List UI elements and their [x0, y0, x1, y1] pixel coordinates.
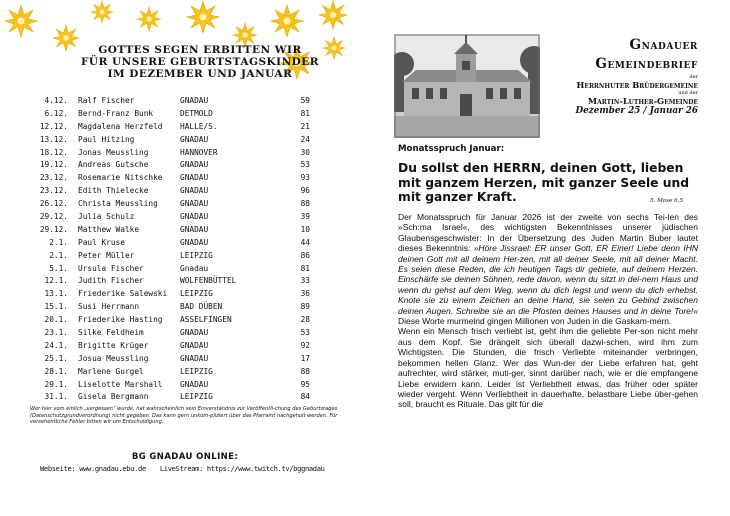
- birthday-date: 23.12.: [39, 186, 68, 196]
- table-row: [36, 158, 310, 171]
- birthday-date: 29.12.: [39, 224, 68, 234]
- birthday-place: GNADAU: [180, 379, 209, 389]
- star-icon: [322, 36, 346, 60]
- birthday-date: 2.1.: [49, 237, 68, 247]
- birthday-age: 59: [300, 95, 310, 105]
- masthead-line4: Martin-Luther-Gemeinde: [587, 96, 698, 106]
- star-icon: [318, 0, 348, 30]
- birthday-place: LEIPZIG: [180, 366, 213, 376]
- birthday-age: 53: [300, 327, 310, 337]
- masthead: Gnadauer Gemeindebrief der Herrnhuter Brüdergemeine und der Martin-Luther-Gemeinde Dezember 25 / Januar 26: [548, 36, 698, 117]
- birthday-date: 24.1.: [44, 340, 68, 350]
- birthday-age: 88: [300, 199, 310, 209]
- birthday-place: ASSELFINGEN: [180, 315, 232, 325]
- table-row: [36, 133, 310, 146]
- birthday-name: Paul Kruse: [78, 237, 125, 247]
- birthday-place: Gnadau: [180, 263, 209, 273]
- verse-reference: 5. Mose 6,5: [650, 198, 684, 204]
- birthday-name: Silke Feldheim: [78, 327, 144, 337]
- birthday-name: Peter Müller: [78, 250, 135, 260]
- table-row: [36, 146, 310, 159]
- star-icon: [186, 0, 220, 34]
- masthead-line2: Gemeindebrief: [595, 56, 698, 72]
- birthday-age: 53: [300, 160, 310, 170]
- birthday-name: Friederike Salewski: [78, 289, 168, 299]
- birthday-age: 24: [300, 134, 310, 144]
- birthday-date: 4.12.: [44, 95, 68, 105]
- birthday-age: 17: [300, 353, 310, 363]
- birthday-table: [36, 94, 310, 403]
- church-photo: [394, 34, 540, 138]
- table-row: [36, 94, 310, 107]
- birthday-name: Gisela Bergmann: [78, 392, 149, 402]
- table-row: [36, 249, 310, 262]
- birthday-age: 28: [300, 315, 310, 325]
- birthday-place: LEIPZIG: [180, 289, 213, 299]
- table-row: [36, 287, 310, 300]
- birthday-name: Andreas Gutsche: [78, 160, 149, 170]
- birthday-title: GOTTES SEGEN ERBITTEN WIR FÜR UNSERE GEBURTSTAGSKINDER IM DEZEMBER UND JANUAR: [80, 44, 320, 80]
- birthday-date: 25.1.: [44, 353, 68, 363]
- birthday-name: Paul Hitzing: [78, 134, 135, 144]
- birthday-date: 12.12.: [39, 121, 68, 131]
- table-row: [36, 365, 310, 378]
- birthday-name: Liselotte Marshall: [78, 379, 163, 389]
- table-row: [36, 352, 310, 365]
- birthday-name: Christa Meussling: [78, 199, 158, 209]
- paragraph-1: Der Monatsspruch für Januar 2026 ist der zweite von sechs Tei-len des »Sch:ma Israel«, des wichtigsten Bekenntnisses unserer jüdischen Glaubensgeschwister: In der Übersetzung des Juden Martin Buber lautet dieses Bekenntnis: »Höre Jissrael: ER unser Gott, ER Einer! Liebe denn IHN deinen Gott mit all deinem Her-zen, mit all deiner Seele, mit all deiner Macht. Es seien diese Reden, die ich heutigen Tags dir gebiete, auf deinem Herzen. Einschärfe sie deinen Söhnen, rede davon, wenn du sitzt in dei-nem Haus und wenn du gehst auf dem Weg, wenn du dich legst und wenn du dich erhebst. Knote sie zu einem Zeichen an deine Hand, sie seien zu Gebind zwischen deinen Augen. Schreibe sie an die Pfosten deines Hauses und in deine Tore!« Diese Worte murmelnd gingen Millionen von Juden in die Gaskam-mern.: [398, 212, 698, 327]
- birthday-date: 18.12.: [39, 147, 68, 157]
- birthday-date: 29.12.: [39, 211, 68, 221]
- table-row: [36, 313, 310, 326]
- online-links: [40, 464, 340, 473]
- birthday-name: Marlene Gurgel: [78, 366, 144, 376]
- table-row: [36, 197, 310, 210]
- birthday-place: GNADAU: [180, 160, 209, 170]
- birthday-place: GNADAU: [180, 237, 209, 247]
- birthday-name: Magdalena Herzfeld: [78, 121, 163, 131]
- privacy-note: Wer hier vom einlich „vergessen“ wurde, hat wahrscheinlich sein Einverständnis zur Veröffentli-chung des Geburtstages (Datenschutzgrundverordnung) nicht gegeben. Das kann gern unkom-pliziert über das Pfarramt nachgeholt werden. Für versehentliche Fehler bitten wir um Entschuldigung.: [30, 406, 338, 426]
- table-row: [36, 236, 310, 249]
- birthday-place: GNADAU: [180, 211, 209, 221]
- table-row: [36, 390, 310, 403]
- star-icon: [52, 24, 80, 52]
- birthday-age: 44: [300, 237, 310, 247]
- birthday-age: 84: [300, 392, 310, 402]
- monatsspruch-label: Monatsspruch Januar:: [398, 144, 505, 154]
- birthday-date: 2.1.: [49, 250, 68, 260]
- birthday-place: GNADAU: [180, 340, 209, 350]
- online-title: BG GNADAU ONLINE:: [131, 452, 239, 462]
- birthday-place: BAD DÜBEN: [180, 302, 223, 312]
- birthday-age: 81: [300, 263, 310, 273]
- masthead-line1: Gnadauer: [629, 37, 698, 53]
- masthead-line3: Herrnhuter Brüdergemeine: [576, 80, 698, 90]
- birthday-place: GNADAU: [180, 199, 209, 209]
- birthday-age: 10: [300, 224, 310, 234]
- birthday-name: Ralf Fischer: [78, 95, 135, 105]
- birthday-name: Judith Fischer: [78, 276, 144, 286]
- birthday-date: 12.1.: [44, 276, 68, 286]
- birthday-place: WOLFENBÜTTEL: [180, 276, 237, 286]
- birthday-age: 86: [300, 250, 310, 260]
- birthday-age: 88: [300, 366, 310, 376]
- star-icon: [90, 0, 114, 24]
- birthday-place: LEIPZIG: [180, 250, 213, 260]
- birthday-place: GNADAU: [180, 95, 209, 105]
- birthday-place: GNADAU: [180, 224, 209, 234]
- star-icon: [136, 6, 162, 32]
- table-row: [36, 210, 310, 223]
- birthday-age: 95: [300, 379, 310, 389]
- birthday-place: DETMOLD: [180, 108, 213, 118]
- birthday-age: 92: [300, 340, 310, 350]
- birthday-name: Ursula Fischer: [78, 263, 144, 273]
- table-row: [36, 326, 310, 339]
- birthday-place: GNADAU: [180, 327, 209, 337]
- table-row: [36, 378, 310, 391]
- birthday-date: 29.1.: [44, 379, 68, 389]
- birthday-date: 15.1.: [44, 302, 68, 312]
- birthday-date: 13.12.: [39, 134, 68, 144]
- table-row: [36, 171, 310, 184]
- birthday-date: 28.1.: [44, 366, 68, 376]
- star-icon: [4, 4, 38, 38]
- star-icon: [270, 4, 304, 38]
- birthday-date: 31.1.: [44, 392, 68, 402]
- birthday-date: 26.12.: [39, 199, 68, 209]
- birthday-age: 33: [300, 276, 310, 286]
- birthday-table-body: [36, 94, 310, 403]
- birthday-place: LEIPZIG: [180, 392, 213, 402]
- table-row: [36, 274, 310, 287]
- birthday-date: 13.1.: [44, 289, 68, 299]
- paragraph-2: Wenn ein Mensch frisch verliebt ist, geht ihm die geliebte Per-son nicht mehr aus dem Kopf. Sie drängelt sich überall dazwi-schen, wird ihm zum Wichtigsten. Die Stunden, die frisch Verliebte miteinander verbringen, bekommen hellen Glanz. Wer das Wun-der der Liebe erfahren hat, geht aufrechter, wird stärker, muti-ger, sinnt darüber nach, wie er die empfangene Liebe erwidern kann. Leider ist Verliebtheit etwas, das früher oder später wieder vergeht. Wenn Verliebtheit in dauerhafte, belastbare Liebe über-gehen soll, braucht es Rituale. Das gilt für die: [398, 326, 698, 410]
- birthday-place: HANNOVER: [180, 147, 218, 157]
- birthday-date: 5.1.: [49, 263, 68, 273]
- birthday-name: Edith Thielecke: [78, 186, 149, 196]
- birthday-age: 36: [300, 289, 310, 299]
- birthday-age: 21: [300, 121, 310, 131]
- birthday-name: Brigitte Krüger: [78, 340, 149, 350]
- birthday-date: 23.12.: [39, 173, 68, 183]
- table-row: [36, 339, 310, 352]
- birthday-name: Julia Schulz: [78, 211, 135, 221]
- birthday-name: Bernd-Franz Bunk: [78, 108, 154, 118]
- birthday-name: Matthew Walke: [78, 224, 140, 234]
- birthday-age: 30: [300, 147, 310, 157]
- website-link[interactable]: Webseite: www.gnadau.ebu.de: [40, 464, 146, 473]
- birthday-name: Rosemarie Nitschke: [78, 173, 163, 183]
- birthday-date: 6.12.: [44, 108, 68, 118]
- birthday-name: Josua Meussling: [78, 353, 149, 363]
- table-row: [36, 223, 310, 236]
- birthday-name: Friederike Hasting: [78, 315, 163, 325]
- birthday-age: 93: [300, 173, 310, 183]
- birthday-date: 20.1.: [44, 315, 68, 325]
- birthday-name: Susi Herrmann: [78, 302, 140, 312]
- issue-date: Dezember 25 / Januar 26: [575, 106, 698, 116]
- birthday-age: 81: [300, 108, 310, 118]
- table-row: [36, 120, 310, 133]
- birthday-age: 89: [300, 302, 310, 312]
- birthday-place: GNADAU: [180, 173, 209, 183]
- birthday-place: GNADAU: [180, 353, 209, 363]
- table-row: [36, 184, 310, 197]
- birthday-place: GNADAU: [180, 134, 209, 144]
- birthday-name: Jonas Meussling: [78, 147, 149, 157]
- birthday-place: GNADAU: [180, 186, 209, 196]
- birthday-age: 39: [300, 211, 310, 221]
- table-row: [36, 107, 310, 120]
- birthday-date: 19.12.: [39, 160, 68, 170]
- birthday-place: HALLE/S.: [180, 121, 218, 131]
- article-body: [398, 212, 698, 410]
- table-row: [36, 262, 310, 275]
- table-row: [36, 300, 310, 313]
- birthday-age: 96: [300, 186, 310, 196]
- livestream-link[interactable]: LiveStream: https://www.twitch.tv/bggnadau: [159, 464, 325, 473]
- birthday-date: 23.1.: [44, 327, 68, 337]
- verse: Du sollst den HERRN, deinen Gott, lieben mit ganzem Herzen, mit ganzer Seele und mit ganzer Kraft.: [398, 161, 690, 204]
